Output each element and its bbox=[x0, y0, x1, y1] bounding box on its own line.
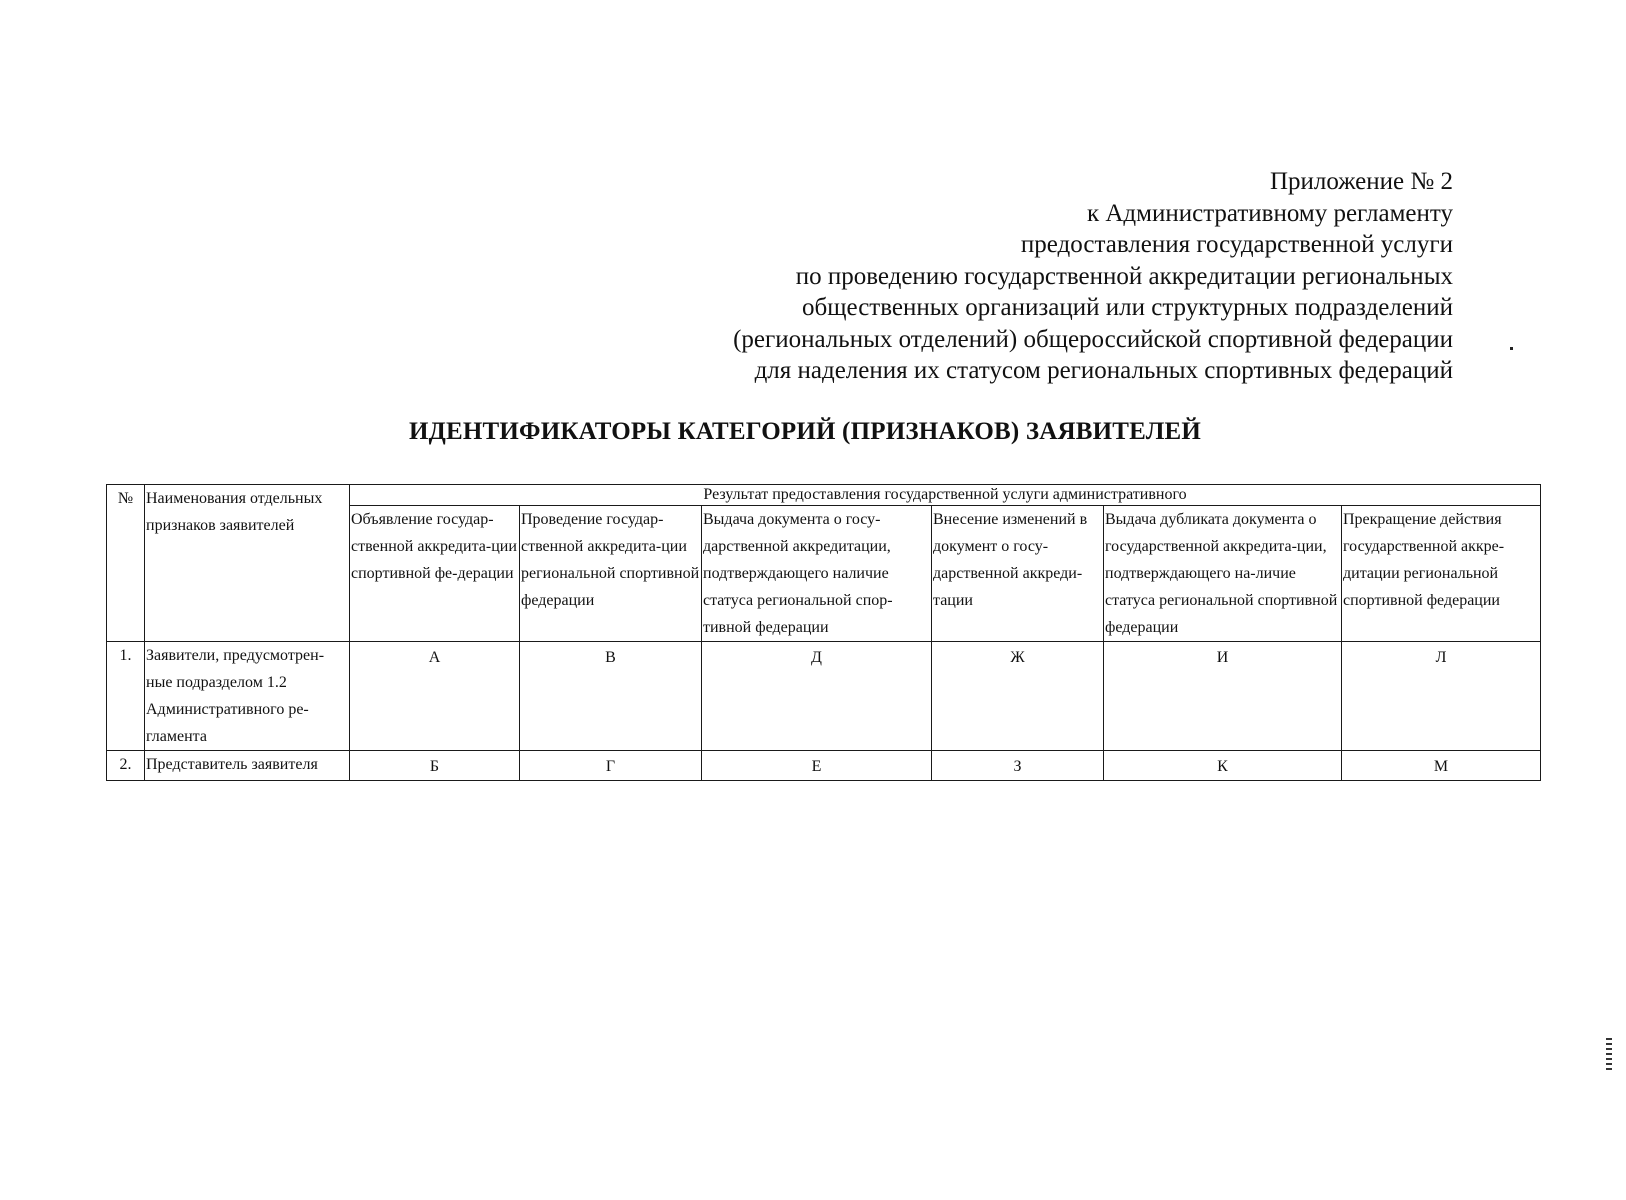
row-attribute-name: Заявители, предусмотрен-ные подразделом 1.2 Административного ре-гламента bbox=[145, 642, 350, 751]
identifier-cell: З bbox=[932, 751, 1104, 781]
identifier-cell: К bbox=[1104, 751, 1342, 781]
table-header-row-1 bbox=[107, 485, 1541, 506]
identifier-cell: В bbox=[520, 642, 702, 751]
header-number: № bbox=[107, 485, 145, 642]
identifier-cell: Д bbox=[702, 642, 932, 751]
identifier-cell: Б bbox=[350, 751, 520, 781]
header-result-3: Выдача документа о госу-дарственной аккредитации, подтверждающего наличие статуса региональной спор-тивной федерации bbox=[702, 506, 932, 642]
row-number: 1. bbox=[107, 642, 145, 751]
header-result-5: Выдача дубликата документа о государственной аккредита-ции, подтверждающего на-личие статуса региональной спортивной федерации bbox=[1104, 506, 1342, 642]
header-result-6: Прекращение действия государственной аккре-дитации региональной спортивной федерации bbox=[1342, 506, 1541, 642]
appendix-number: Приложение № 2 bbox=[1269, 168, 1453, 195]
header-result-4: Внесение изменений в документ о госу-дарственной аккреди-тации bbox=[932, 506, 1104, 642]
scan-edge-mark bbox=[1606, 1038, 1612, 1072]
row-attribute-name: Представитель заявителя bbox=[145, 751, 350, 781]
appendix-header bbox=[733, 166, 1453, 387]
identifier-cell: Ж bbox=[932, 642, 1104, 751]
identifier-cell: А bbox=[350, 642, 520, 751]
header-result-2: Проведение государ-ственной аккредита-ции региональной спортивной федерации bbox=[520, 506, 702, 642]
header-result-group: Результат предоставления государственной услуги административного bbox=[350, 485, 1541, 506]
appendix-line-6: (региональных отделений) общероссийской спортивной федерации bbox=[733, 325, 1453, 353]
identifier-cell: М bbox=[1342, 751, 1541, 781]
document-title: ИДЕНТИФИКАТОРЫ КАТЕГОРИЙ (ПРИЗНАКОВ) ЗАЯВИТЕЛЕЙ bbox=[408, 418, 1202, 445]
header-attribute-names: Наименования отдельных признаков заявителей bbox=[145, 485, 350, 642]
identifier-cell: И bbox=[1104, 642, 1342, 751]
row-number: 2. bbox=[107, 751, 145, 781]
header-result-1: Объявление государ-ственной аккредита-ции спортивной фе-дерации bbox=[350, 506, 520, 642]
appendix-line-7: для наделения их статусом региональных спортивных федераций bbox=[754, 357, 1453, 384]
scan-dot bbox=[1510, 347, 1513, 350]
identifier-cell: Е bbox=[702, 751, 932, 781]
appendix-line-4: по проведению государственной аккредитации региональных bbox=[795, 262, 1453, 290]
table-row bbox=[107, 642, 1541, 751]
appendix-line-5: общественных организаций или структурных подразделений bbox=[802, 294, 1453, 321]
identifier-cell: Л bbox=[1342, 642, 1541, 751]
identifier-cell: Г bbox=[520, 751, 702, 781]
identifiers-table bbox=[106, 484, 1541, 781]
appendix-line-2: к Административному регламенту bbox=[1086, 199, 1453, 227]
appendix-line-3: предоставления государственной услуги bbox=[1020, 231, 1453, 258]
table-row bbox=[107, 751, 1541, 781]
